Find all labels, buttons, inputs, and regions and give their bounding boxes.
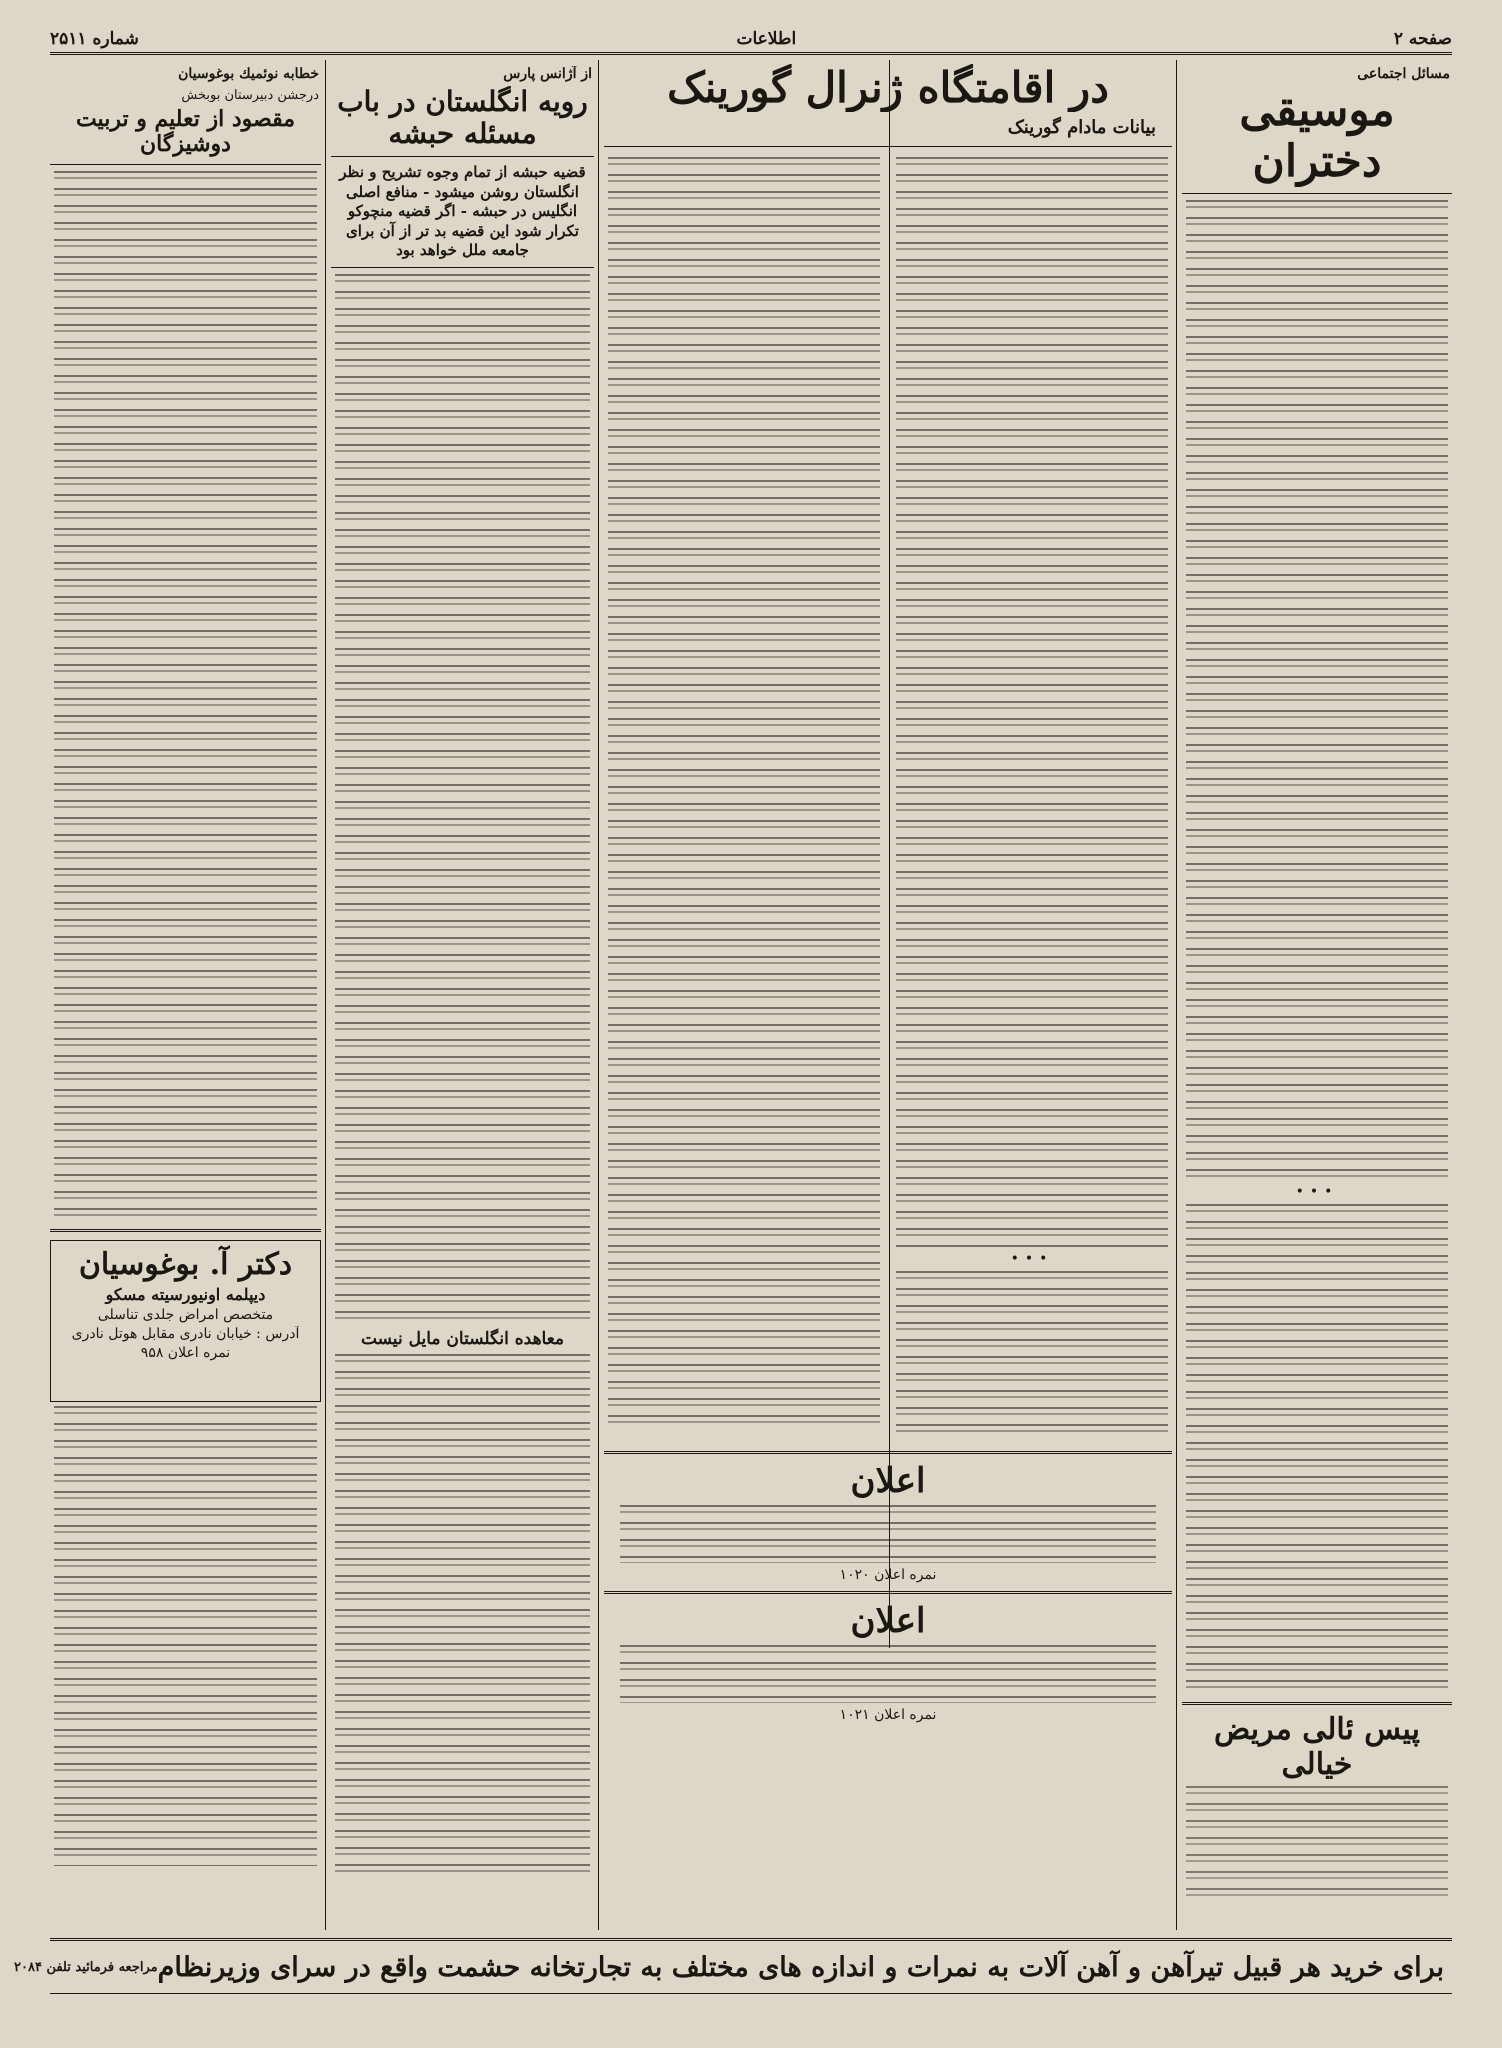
section-kicker: از آژانس پارس bbox=[503, 66, 592, 82]
article-body-text bbox=[54, 171, 317, 1221]
article-body-text bbox=[335, 274, 590, 1324]
column-education bbox=[46, 60, 325, 1930]
headline-goering: در اقامتگاه ژنرال گورینک bbox=[667, 64, 1109, 112]
divider bbox=[331, 156, 594, 157]
doctor-diploma: دیپلمه اونیورسیته مسکو bbox=[105, 1284, 266, 1304]
notice-ref-1: نمره اعلان ۱۰۲۰ bbox=[839, 1566, 937, 1583]
article-body-text bbox=[896, 1271, 1168, 1441]
goering-col-left bbox=[600, 153, 888, 1443]
notice-body-text bbox=[620, 1645, 1156, 1703]
paper-name: اطلاعات bbox=[736, 29, 797, 49]
article-body-text bbox=[335, 1354, 590, 1874]
notice-title-2: اعلان bbox=[850, 1601, 926, 1641]
headline-music: موسیقی دختران bbox=[1239, 86, 1395, 187]
divider bbox=[1182, 193, 1452, 194]
column-rule bbox=[1176, 60, 1177, 1930]
goering-body bbox=[600, 153, 1176, 1443]
headline-education: مقصود از تعلیم و تربیت دوشیزگان bbox=[75, 107, 296, 158]
banner-main-text: برای خرید هر قبیل تیرآهن و آهن آلات به نمرات و اندازه های مختلف به تجارتخانه حشمت واقع در سرای وزیرنظام bbox=[157, 1951, 1444, 1983]
notice-title-1: اعلان bbox=[850, 1461, 926, 1501]
page-number: صفحه ۲ bbox=[1393, 29, 1452, 49]
section-kicker: خطابه نوئمیك بوغوسیان bbox=[178, 66, 319, 82]
subhead-england-2: معاهده انگلستان مایل نیست bbox=[360, 1328, 565, 1349]
subhead-goering: بیانات مادام گورینک bbox=[1007, 117, 1156, 139]
doctor-specialty: متخصص امراض جلدی تناسلی bbox=[97, 1306, 274, 1323]
doctor-name: دکتر آ. بوغوسیان bbox=[78, 1246, 293, 1282]
issue-number: شماره ۲۵۱۱ bbox=[50, 29, 139, 49]
notice-body-text bbox=[620, 1505, 1156, 1563]
notice-ref-2: نمره اعلان ۱۰۲۱ bbox=[839, 1706, 937, 1723]
goering-col-right bbox=[888, 153, 1176, 1443]
doctor-ad bbox=[50, 1240, 321, 1402]
column-rule bbox=[325, 60, 326, 1930]
section-subkicker: درجشن دبیرستان بوبخش bbox=[181, 88, 319, 103]
article-body-text bbox=[54, 1406, 317, 1866]
subhead-england: قضیه حبشه از تمام وجوه تشریح و نظر انگلستان روشن میشود - منافع اصلی انگلیس در حبشه - اگر قضیه منچوکو تکرار شود این قضیه بد تر از آن برای جامعه ملل خواهد بود bbox=[339, 163, 586, 260]
column-rule bbox=[598, 60, 599, 1930]
article-body-text bbox=[608, 157, 880, 1427]
divider bbox=[50, 164, 321, 165]
doctor-address: آدرس : خیابان نادری مقابل هوتل نادری bbox=[71, 1325, 300, 1342]
doctor-ad-ref: نمره اعلان ۹۵۸ bbox=[140, 1344, 231, 1361]
section-kicker: مسائل اجتماعی bbox=[1357, 66, 1450, 82]
divider bbox=[604, 146, 1172, 147]
article-body-text bbox=[1186, 200, 1448, 1180]
divider bbox=[331, 267, 594, 268]
banner-note: مراجعه فرمائید تلفن ۲۰۸۴ bbox=[14, 1959, 158, 1975]
ad-body-text bbox=[1186, 1786, 1448, 1896]
column-music bbox=[1178, 60, 1456, 1930]
divider bbox=[50, 1229, 321, 1232]
divider bbox=[604, 1591, 1172, 1594]
article-body-text bbox=[1186, 1204, 1448, 1694]
divider bbox=[604, 1451, 1172, 1454]
article-body-text bbox=[896, 157, 1168, 1247]
column-goering bbox=[600, 60, 1176, 1930]
ornament: ••• bbox=[1010, 1250, 1054, 1267]
divider bbox=[1182, 1702, 1452, 1705]
headline-england: رویه انگلستان در باب مسئله حبشه bbox=[337, 86, 588, 151]
ad-headline-play: پیس ئالی مریض خیالی bbox=[1214, 1713, 1420, 1782]
masthead bbox=[50, 26, 1452, 55]
bottom-advert-banner bbox=[14, 1938, 1452, 1994]
ornament: ••• bbox=[1295, 1184, 1339, 1201]
column-england-abyssinia bbox=[327, 60, 598, 1930]
